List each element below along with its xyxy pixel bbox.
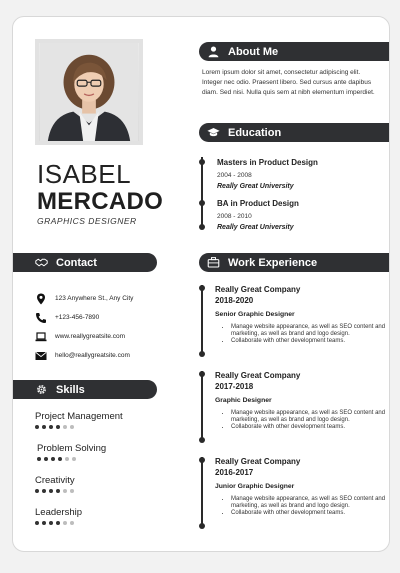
education-school: Really Great University [217,183,294,190]
handshake-icon [35,256,48,269]
education-degree: BA in Product Design [217,199,299,208]
rating-dot-empty [70,425,74,429]
timeline-dot [199,351,205,357]
experience-heading-bar [199,253,390,272]
skill-label: Creativity [35,475,75,486]
experience-bullet: • Collaborate with other development teams. [231,510,387,517]
experience-bullet: • Manage website appearance, as well as SEO content and marketing, as well as brand and logo design. [231,410,387,424]
mail-icon [35,350,47,362]
timeline-dot [199,224,205,230]
rating-dot-empty [63,521,67,525]
timeline-dot [199,437,205,443]
about-heading-bar [199,42,390,61]
experience-item [215,456,387,517]
education-heading-bar [199,123,390,142]
rating-dot-empty [63,489,67,493]
rating-dot-filled [56,489,60,493]
rating-dot-empty [72,457,76,461]
skill-rating [37,457,155,461]
rating-dot-filled [35,521,39,525]
experience-years: 2016-2017 [215,468,254,477]
rating-dot-filled [42,489,46,493]
contact-website-text[interactable]: www.reallygreatsite.com [55,333,126,340]
education-degree: Masters in Product Design [217,158,318,167]
contact-phone-text: +123-456-7890 [55,314,100,321]
experience-bullet: • Manage website appearance, as well as SEO content and marketing, as well as brand and logo design. [231,324,387,338]
skill-rating [35,425,155,429]
timeline-dot [199,371,205,377]
rating-dot-filled [49,521,53,525]
experience-timeline [201,457,203,527]
experience-title: Junior Graphic Designer [215,483,295,490]
contact-list [35,289,155,365]
skill-rating [35,489,155,493]
about-text: Lorem ipsum dolor sit amet, consectetur adipiscing elit. Integer nec odio. Praesent libero. Sed cursus ante dapibus diam. Sed nisi. Nulla quis sem at nibh elementum imperdiet. [202,69,375,96]
education-timeline [201,157,203,229]
first-name: ISABEL [37,159,132,189]
gear-icon [35,383,48,396]
experience-bullets [215,410,387,431]
rating-dot-filled [49,425,53,429]
rating-dot-filled [35,489,39,493]
education-years: 2004 - 2008 [217,172,252,179]
skill-item [35,507,155,539]
experience-bullet: • Collaborate with other development teams. [231,424,387,431]
user-icon [207,45,220,58]
contact-heading-bar [13,253,157,272]
experience-bullets [215,324,387,345]
resume-page [12,16,390,552]
about-heading: About Me [228,45,279,58]
experience-timeline [201,285,203,355]
experience-timeline [201,371,203,441]
rating-dot-empty [65,457,69,461]
rating-dot-filled [51,457,55,461]
rating-dot-filled [56,425,60,429]
contact-email [35,346,155,365]
timeline-dot [199,523,205,529]
experience-years: 2017-2018 [215,382,254,391]
education-years: 2008 - 2010 [217,213,252,220]
rating-dot-filled [56,521,60,525]
experience-bullet: • Manage website appearance, as well as SEO content and marketing, as well as brand and logo design. [231,496,387,510]
contact-phone [35,308,155,327]
education-item [217,199,387,231]
skill-label: Leadership [35,507,83,518]
profile-photo [35,39,143,145]
laptop-icon [35,331,47,343]
skill-item [35,443,155,475]
last-name: MERCADO [37,188,164,215]
rating-dot-empty [70,489,74,493]
phone-icon [35,312,47,324]
portrait-illustration [39,43,139,141]
experience-item [215,284,387,345]
contact-address-text: 123 Anywhere St., Any City [55,295,134,302]
contact-email-text[interactable]: hello@reallygreatsite.com [55,352,130,359]
skill-label: Problem Solving [37,443,107,454]
rating-dot-filled [58,457,62,461]
contact-address [35,289,155,308]
experience-bullets [215,496,387,517]
experience-item [215,370,387,431]
experience-heading: Work Experience [228,256,318,269]
skills-heading: Skills [56,383,85,396]
timeline-dot [199,200,205,206]
contact-heading: Contact [56,256,97,269]
skill-label: Project Management [35,411,123,422]
skills-list [35,411,155,539]
skill-item [35,475,155,507]
timeline-dot [199,457,205,463]
timeline-dot [199,159,205,165]
timeline-dot [199,285,205,291]
experience-years: 2018-2020 [215,296,254,305]
rating-dot-filled [42,425,46,429]
experience-title: Senior Graphic Designer [215,311,295,318]
contact-website [35,327,155,346]
skill-rating [35,521,155,525]
education-school: Really Great University [217,224,294,231]
experience-title: Graphic Designer [215,397,272,404]
experience-company: Really Great Company [215,457,301,466]
experience-bullet: • Collaborate with other development teams. [231,338,387,345]
rating-dot-filled [42,521,46,525]
rating-dot-empty [70,521,74,525]
rating-dot-filled [35,425,39,429]
experience-company: Really Great Company [215,371,301,380]
job-role: GRAPHICS DESIGNER [37,216,137,226]
skills-heading-bar [13,380,157,399]
education-item [217,158,387,190]
skill-item [35,411,155,443]
rating-dot-filled [44,457,48,461]
graduation-cap-icon [207,126,220,139]
experience-company: Really Great Company [215,285,301,294]
rating-dot-filled [49,489,53,493]
briefcase-icon [207,256,220,269]
rating-dot-filled [37,457,41,461]
rating-dot-empty [63,425,67,429]
education-heading: Education [228,126,282,139]
location-pin-icon [35,293,47,305]
